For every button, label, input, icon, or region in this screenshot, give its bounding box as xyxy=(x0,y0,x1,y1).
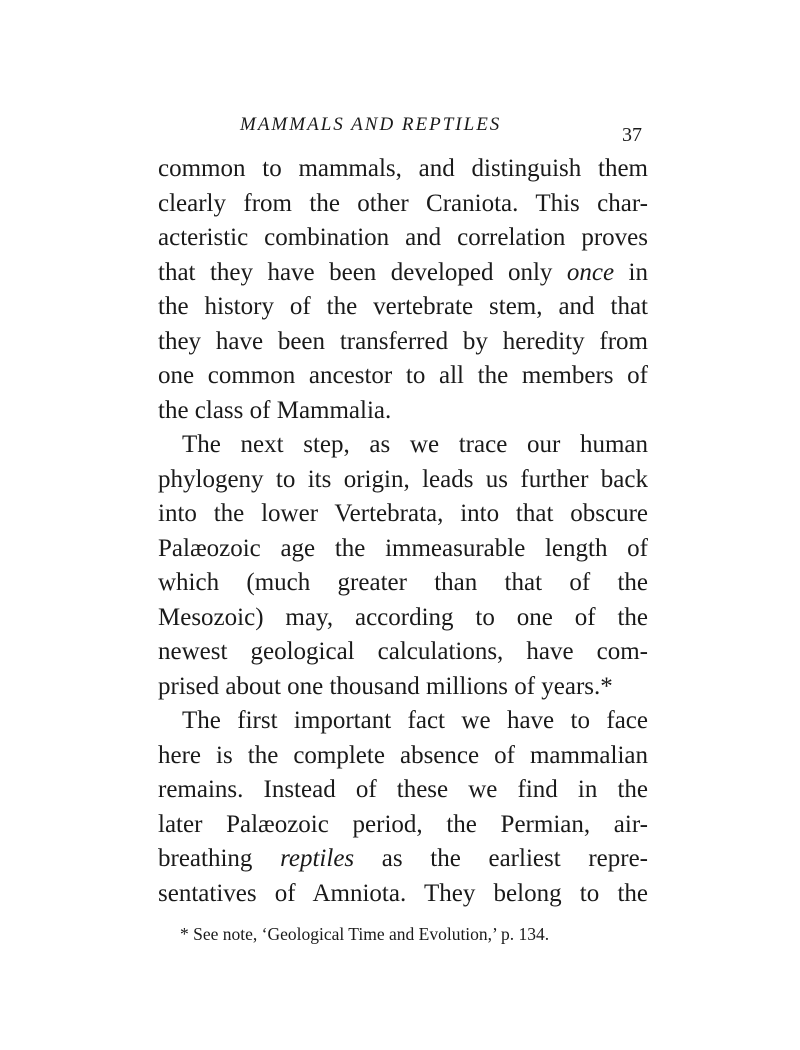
text-line: which (much greater than that of the xyxy=(158,569,648,596)
page-number: 37 xyxy=(622,124,642,146)
text-line: phylogeny to its origin, leads us further back xyxy=(158,465,648,493)
text-line xyxy=(158,256,648,291)
text-line: sentatives of Amniota. They belong to the xyxy=(158,879,648,907)
text-run: in xyxy=(614,258,648,286)
text-run: as the earliest repre- xyxy=(354,845,648,872)
running-head: MAMMALS AND REPTILES xyxy=(240,114,502,135)
text-line: acteristic combination and correlation proves xyxy=(158,224,648,251)
text-line: prised about one thousand millions of years.* xyxy=(158,672,613,700)
footnote: * See note, ‘Geological Time and Evolution,’ p. 134. xyxy=(180,924,550,944)
emphasis: reptiles xyxy=(280,845,355,872)
paragraph-first-line: The first important fact we have to face xyxy=(182,707,648,734)
text-line: newest geological calculations, have com- xyxy=(158,638,648,665)
text-line: the history of the vertebrate stem, and that xyxy=(158,293,648,320)
body-text xyxy=(158,152,648,911)
text-run: breathing xyxy=(158,845,281,872)
emphasis: once xyxy=(566,258,615,286)
text-line: they have been transferred by heredity from xyxy=(158,327,648,355)
text-line: remains. Instead of these we find in the xyxy=(158,776,648,803)
text-line: the class of Mammalia. xyxy=(158,396,392,424)
text-line: later Palæozoic period, the Permian, air- xyxy=(158,810,648,838)
text-line: here is the complete absence of mammalian xyxy=(158,741,648,769)
text-line: Palæozoic age the immeasurable length of xyxy=(158,534,648,562)
text-line: one common ancestor to all the members of xyxy=(158,362,648,389)
text-line: into the lower Vertebrata, into that obscure xyxy=(158,500,648,527)
text-line: common to mammals, and distinguish them xyxy=(158,155,648,182)
text-line: Mesozoic) may, according to one of the xyxy=(158,603,648,631)
text-run: that they have been developed only xyxy=(158,258,567,286)
paragraph-first-line: The next step, as we trace our human xyxy=(182,431,648,458)
text-line: clearly from the other Craniota. This char- xyxy=(158,189,648,217)
text-line xyxy=(158,842,648,877)
